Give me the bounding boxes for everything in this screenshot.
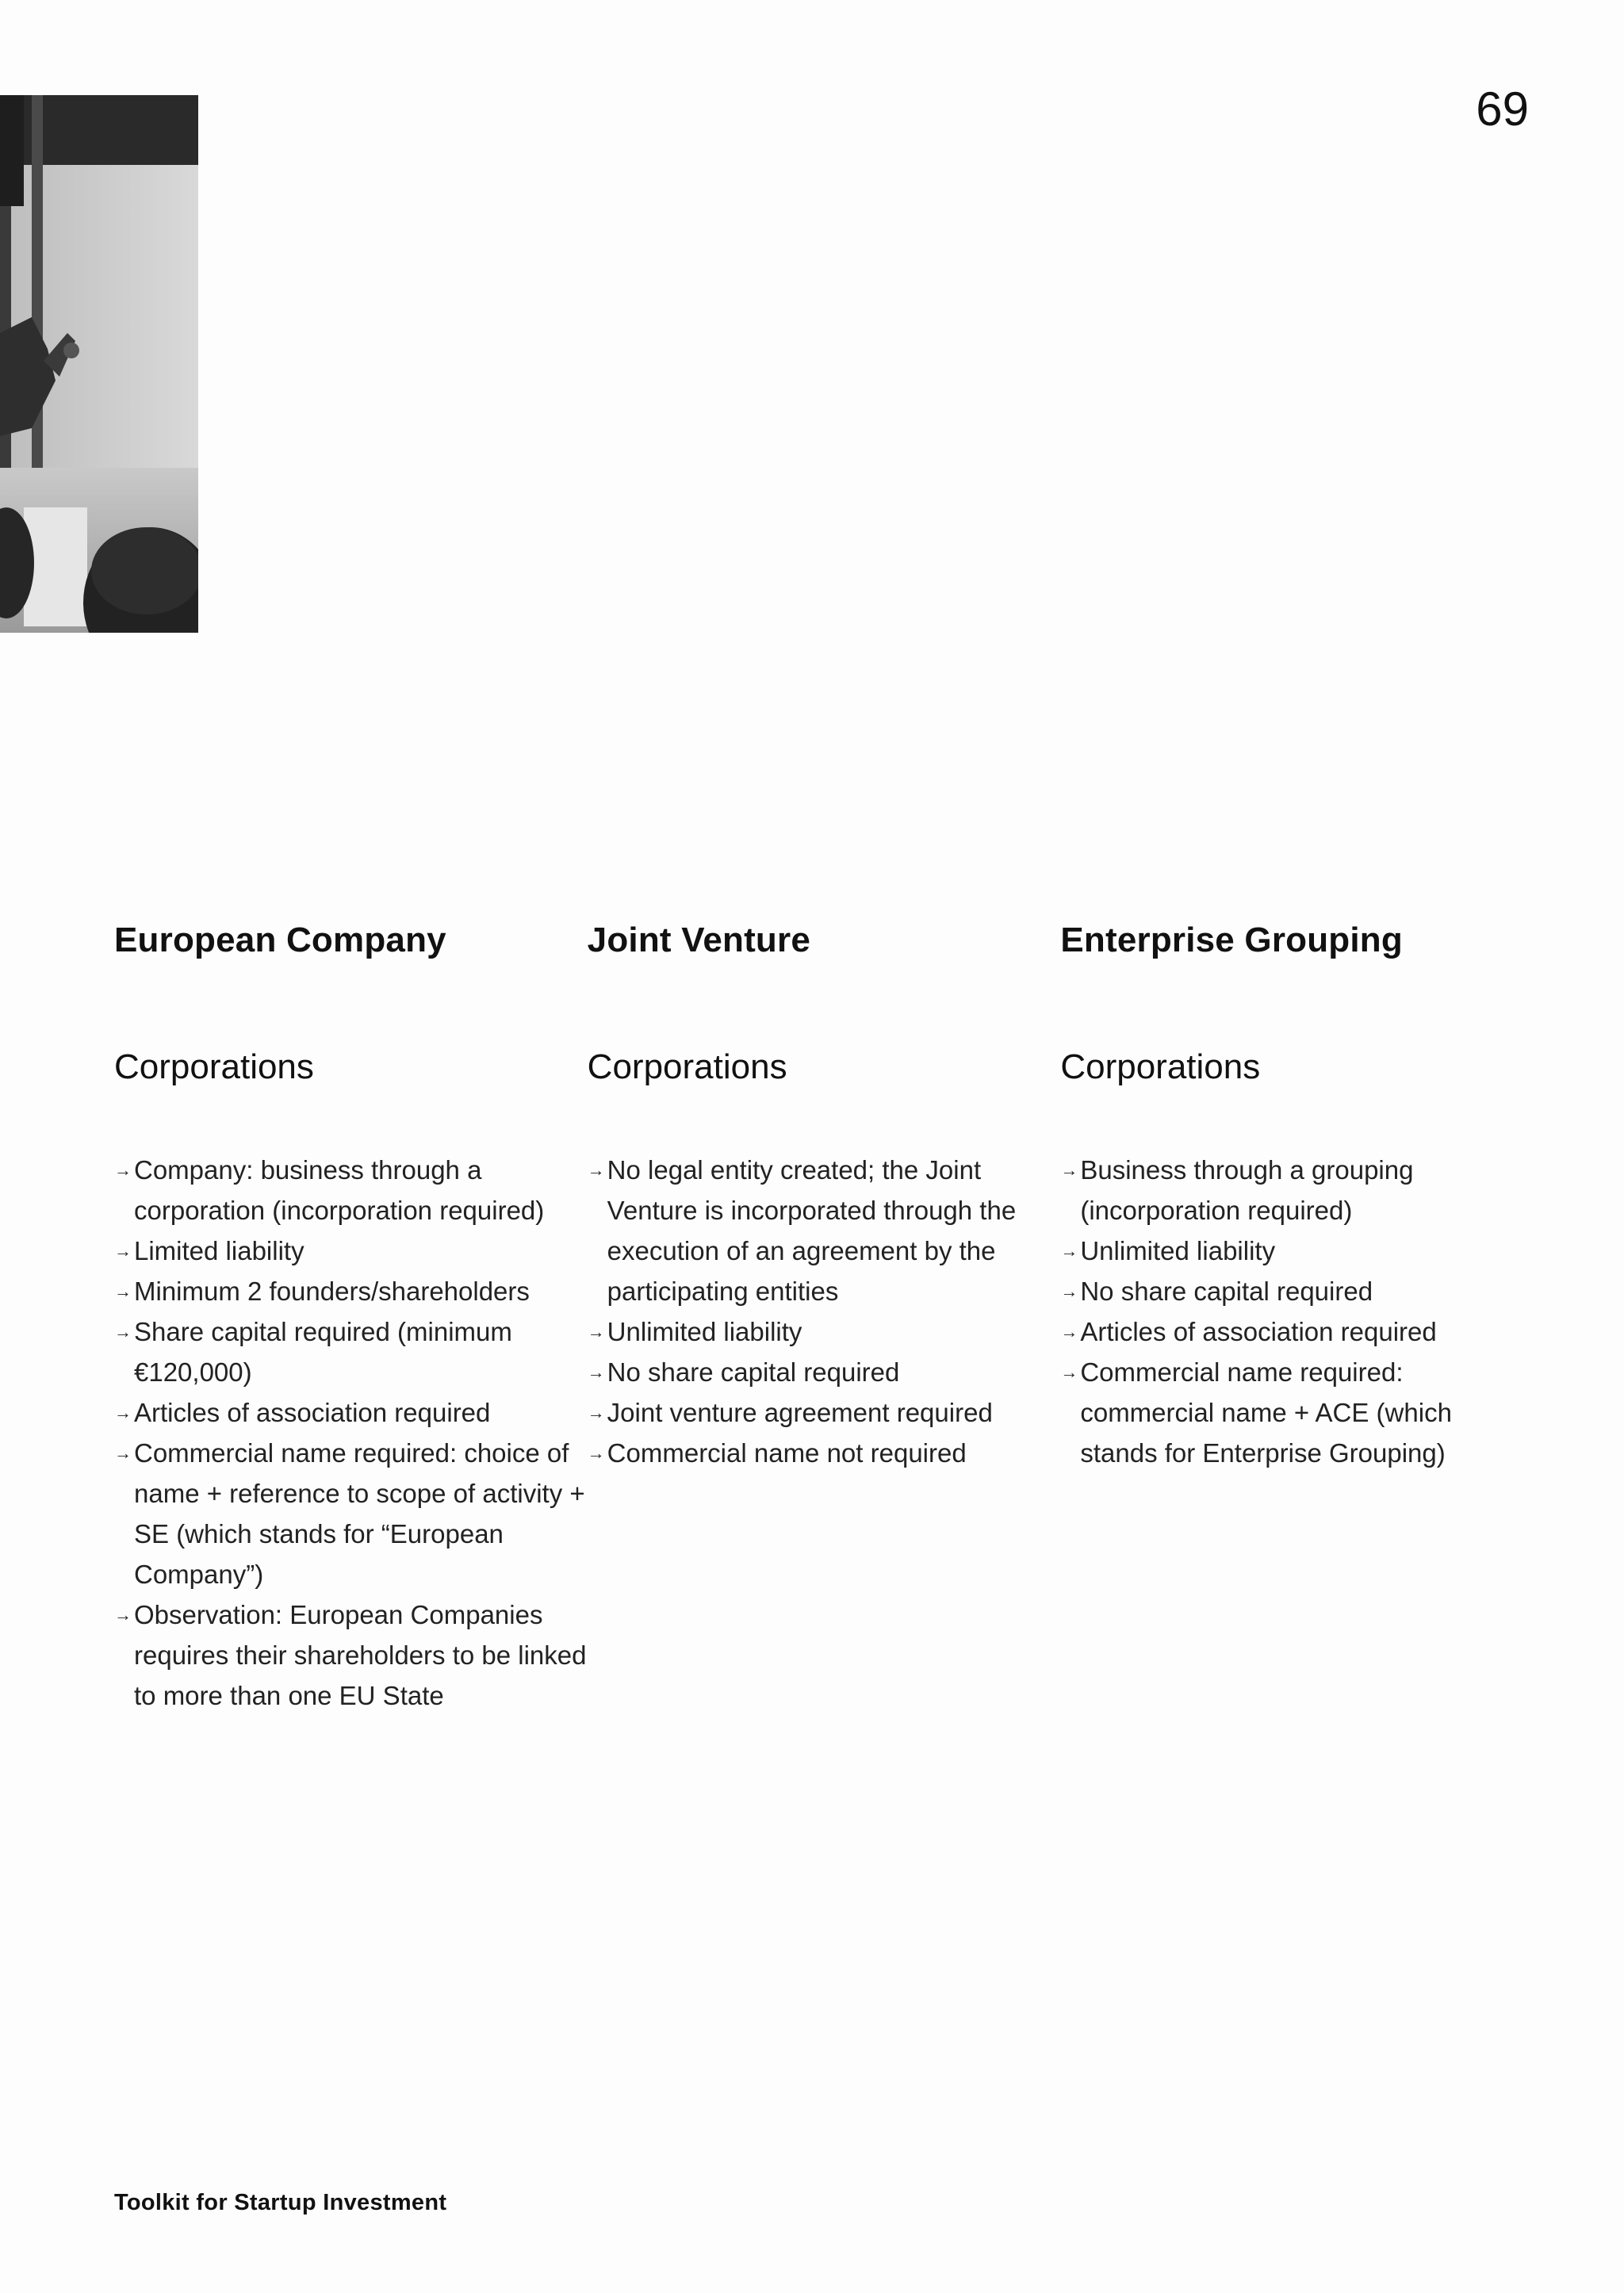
list-item-text: Articles of association required [134, 1398, 491, 1427]
list-item-text: Commercial name not required [607, 1438, 967, 1468]
arrow-icon: → [114, 1605, 132, 1625]
entity-comparison [114, 920, 1534, 1716]
list-item-text: Joint venture agreement required [607, 1398, 993, 1427]
arrow-icon: → [587, 1322, 605, 1342]
arrow-icon: → [1060, 1362, 1078, 1382]
arrow-icon: → [114, 1241, 132, 1261]
column-title: Enterprise Grouping [1060, 921, 1403, 959]
arrow-icon: → [587, 1443, 605, 1463]
list-item [588, 1150, 1061, 1311]
arrow-icon: → [1060, 1160, 1078, 1180]
list-item [114, 1433, 588, 1594]
column-joint-venture [588, 920, 1061, 1716]
list-item-text: Unlimited liability [1080, 1236, 1276, 1265]
list-item-text: Limited liability [134, 1236, 304, 1265]
list-item-text: No share capital required [1080, 1277, 1373, 1306]
list-item-text: Articles of association required [1080, 1317, 1437, 1346]
arrow-icon: → [114, 1160, 132, 1180]
presenter-photo [0, 95, 198, 633]
arrow-icon: → [587, 1362, 605, 1382]
page-number: 69 [1476, 82, 1529, 136]
list-item [588, 1352, 1061, 1392]
column-title: Joint Venture [587, 921, 810, 959]
list-item [114, 1150, 588, 1231]
list-item [1060, 1271, 1534, 1311]
list-item-text: Commercial name required: choice of name + reference to scope of activity + SE (which stands for “European Company”) [134, 1438, 585, 1589]
footer-title: Toolkit for Startup Investment [114, 2190, 447, 2215]
list-item [114, 1392, 588, 1433]
list-item [588, 1311, 1061, 1352]
list-item [114, 1311, 588, 1392]
list-item-text: Share capital required (minimum €120,000) [134, 1317, 512, 1387]
list-item-text: Company: business through a corporation (incorporation required) [134, 1155, 545, 1225]
list-item [588, 1433, 1061, 1473]
list-item-text: Business through a grouping (incorporation required) [1080, 1155, 1414, 1225]
list-item [1060, 1150, 1534, 1231]
list-item-text: Minimum 2 founders/shareholders [134, 1277, 530, 1306]
list-item [114, 1271, 588, 1311]
arrow-icon: → [1060, 1281, 1078, 1301]
bullet-list [114, 1150, 588, 1716]
arrow-icon: → [114, 1281, 132, 1301]
arrow-icon: → [114, 1322, 132, 1342]
list-item-text: No legal entity created; the Joint Venture is incorporated through the execution of an agreement by the participating entities [607, 1155, 1017, 1306]
arrow-icon: → [114, 1443, 132, 1463]
list-item [114, 1231, 588, 1271]
list-item [1060, 1231, 1534, 1271]
list-item-text: Commercial name required: commercial name + ACE (which stands for Enterprise Grouping) [1080, 1357, 1452, 1468]
arrow-icon: → [114, 1403, 132, 1422]
arrow-icon: → [1060, 1322, 1078, 1342]
list-item-text: Observation: European Companies requires their shareholders to be linked to more than one EU State [134, 1600, 587, 1710]
column-european-company [114, 920, 588, 1716]
column-subtitle: Corporations [587, 1047, 787, 1086]
column-enterprise-grouping [1060, 920, 1534, 1716]
column-title: European Company [114, 921, 446, 959]
column-subtitle: Corporations [114, 1047, 314, 1086]
arrow-icon: → [587, 1403, 605, 1422]
bullet-list [588, 1150, 1061, 1473]
list-item [1060, 1352, 1534, 1473]
list-item [114, 1594, 588, 1716]
arrow-icon: → [1060, 1241, 1078, 1261]
list-item [588, 1392, 1061, 1433]
list-item-text: No share capital required [607, 1357, 900, 1387]
list-item [1060, 1311, 1534, 1352]
column-subtitle: Corporations [1060, 1047, 1261, 1086]
bullet-list [1060, 1150, 1534, 1473]
arrow-icon: → [587, 1160, 605, 1180]
list-item-text: Unlimited liability [607, 1317, 802, 1346]
